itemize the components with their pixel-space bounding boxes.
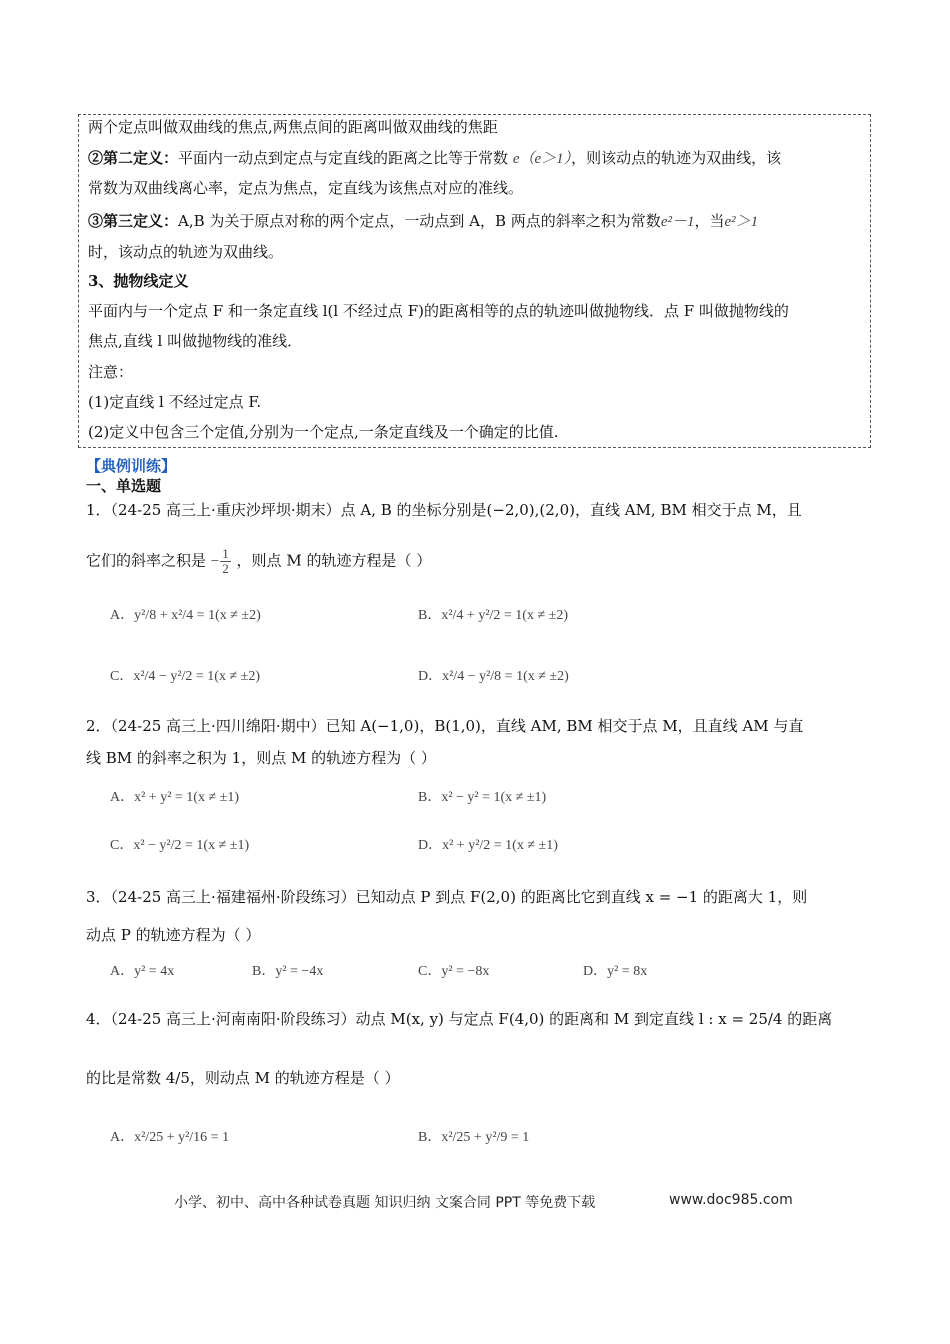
note-2: (2)定义中包含三个定值,分别为一个定点,一条定直线及一个确定的比值.: [88, 423, 559, 441]
box-line-1: 两个定点叫做双曲线的焦点,两焦点间的距离叫做双曲线的焦距: [88, 118, 498, 136]
q2-option-c: C．x² − y²/2 = 1(x ≠ ±1): [110, 838, 250, 853]
box-line-4: ③第三定义：A,B 为关于原点对称的两个定点，一动点到 A，B 两点的斜率之积为常数e²－1，当e²＞1: [88, 212, 759, 230]
third-definition-heading: ③第三定义：: [88, 212, 179, 230]
q1-option-c: C．x²/4 − y²/2 = 1(x ≠ ±2): [110, 669, 260, 684]
box-line-2: ②第二定义：平面内一动点到定点与定直线的距离之比等于常数 e（e＞1），则该动点的轨迹为双曲线，该: [88, 149, 782, 167]
q4-stem-line-2: 的比是常数 4/5，则动点 M 的轨迹方程是（ ）: [86, 1069, 400, 1087]
footer-text: 小学、初中、高中各种试卷真题 知识归纳 文案合同 PPT 等免费下载: [174, 1195, 596, 1211]
q3-option-c: C．y² = −8x: [418, 964, 490, 979]
q2-option-d: D．x² + y²/2 = 1(x ≠ ±1): [418, 838, 558, 853]
q3-option-b: B．y² = −4x: [252, 964, 324, 979]
q1-stem-line-1: 1．（24-25 高三上·重庆沙坪坝·期末）点 A, B 的坐标分别是(−2,0),(2,0)，直线 AM, BM 相交于点 M，且: [86, 501, 802, 519]
q1-fraction: $\frac{1}{2}$: [222, 546, 229, 576]
q1-option-a: A．y²/8 + x²/4 = 1(x ≠ ±2): [110, 608, 261, 623]
q2-option-b: B．x² − y² = 1(x ≠ ±1): [418, 790, 547, 805]
q4-option-b: B．x²/25 + y²/9 = 1: [418, 1130, 530, 1145]
q3-stem-line-1: 3．（24-25 高三上·福建福州·阶段练习）已知动点 P 到点 F(2,0) 的距离比它到直线 x = −1 的距离大 1，则: [86, 888, 808, 906]
section-title: 【典例训练】: [86, 457, 177, 475]
e-condition: e（e＞1）: [512, 151, 572, 167]
box-line-3: 常数为双曲线离心率，定点为焦点，定直线为该焦点对应的准线。: [88, 179, 524, 197]
q4-option-a: A．x²/25 + y²/16 = 1: [110, 1130, 230, 1145]
q3-stem-line-2: 动点 P 的轨迹方程为（ ）: [86, 926, 261, 944]
box-line-5: 时，该动点的轨迹为双曲线。: [88, 243, 284, 261]
parabola-heading: 3、抛物线定义: [88, 272, 189, 290]
q2-stem-line-1: 2．（24-25 高三上·四川绵阳·期中）已知 A(−1,0)，B(1,0)，直线 AM, BM 相交于点 M，且直线 AM 与直: [86, 717, 804, 735]
q2-stem-line-2: 线 BM 的斜率之积为 1，则点 M 的轨迹方程为（ ）: [86, 749, 436, 767]
box-line-7: 平面内与一个定点 F 和一条定直线 l(l 不经过点 F)的距离相等的点的轨迹叫做抛物线．点 F 叫做抛物线的: [88, 302, 789, 320]
q1-stem-line-2: 它们的斜率之积是 − $\frac{1}{2}$ ，则点 M 的轨迹方程是（ ）: [86, 546, 432, 576]
q4-stem-line-1: 4．（24-25 高三上·河南南阳·阶段练习）动点 M(x, y) 与定点 F(4,0) 的距离和 M 到定直线 l : x = 25/4 的距离: [86, 1010, 833, 1028]
q2-option-a: A．x² + y² = 1(x ≠ ±1): [110, 790, 239, 805]
q1-option-d: D．x²/4 − y²/8 = 1(x ≠ ±2): [418, 669, 569, 684]
note-1: (1)定直线 l 不经过定点 F.: [88, 393, 262, 411]
q3-option-d: D．y² = 8x: [583, 964, 648, 979]
second-definition-heading: ②第二定义：: [88, 149, 179, 167]
box-line-8: 焦点,直线 l 叫做抛物线的准线．: [88, 332, 303, 350]
section-subtitle: 一、单选题: [86, 477, 162, 495]
footer-link[interactable]: www.doc985.com: [669, 1192, 793, 1208]
q3-option-a: A．y² = 4x: [110, 964, 175, 979]
note-heading: 注意：: [88, 363, 134, 381]
q1-option-b: B．x²/4 + y²/2 = 1(x ≠ ±2): [418, 608, 568, 623]
